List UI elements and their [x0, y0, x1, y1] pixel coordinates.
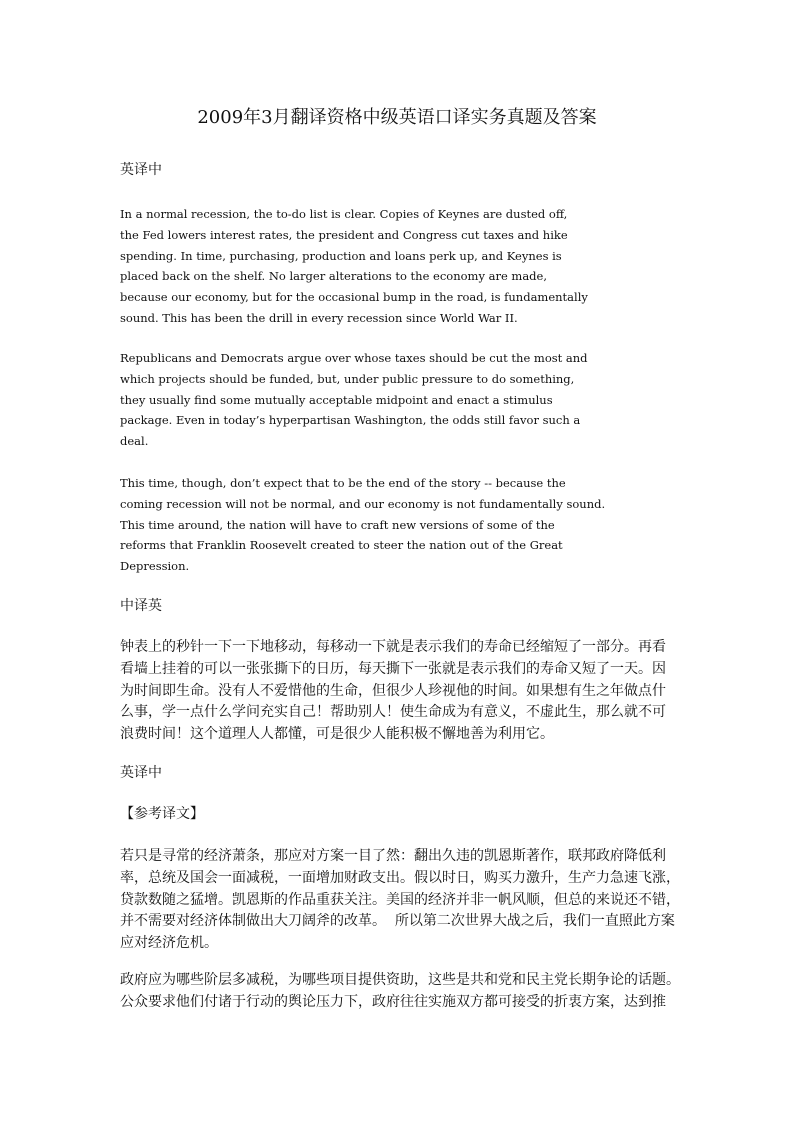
english-paragraph-2: Republicans and Democrats argue over whose taxes should be cut the most and which projects should be funded, but, under public pressure to do something, they usually find some mutually acceptable midpoint and enact a stimulus package. Even in today’s hyperpartisan Washington, the odds still favor such a deal. — [120, 351, 588, 449]
english-paragraph-3: This time, though, don’t expect that to be the end of the story -- because the coming recession will not be normal, and our economy is not fundamentally sound. This time around, the nation will have to craft new versions of some of the reforms that Franklin Roosevelt created to steer the nation out of the Great Depression. — [120, 476, 606, 574]
chinese-source-paragraph: 钟表上的秒针一下一下地移动，每移动一下就是表示我们的寿命已经缩短了一部分。再看 看墙上挂着的可以一张张撕下的日历，每天撕下一张就是表示我们的寿命又短了一天。因 为时间即生命。没有人不爱惜他的生命，但很少人珍视他的时间。如果想有生之年做点什 么事，学一点什么学问充实自己！帮助别人！使生命成为有意义，不虚此生，那么就不可 浪费时间！这个道理人人都懂，可是很少人能积极不懈地善为利用它。 — [120, 639, 666, 743]
document-title: 2009年3月翻译资格中级英语口译实务真题及答案 — [197, 107, 597, 128]
section-heading-en-to-zh-answer: 英译中 — [120, 765, 162, 781]
reference-translation-heading: 【参考译文】 — [120, 806, 204, 822]
answer-paragraph-1: 若只是寻常的经济萧条，那应对方案一目了然：翻出久违的凯恩斯著作，联邦政府降低利 率，总统及国会一面减税，一面增加财政支出。假以时日，购买力激升，生产力急速飞涨， 贷款数随之猛增。凯恩斯的作品重获关注。美国的经济并非一帆风顺，但总的来说还不错， 并不需要对经济体制做出大刀阔斧的改革。 所以第二次世界大战之后，我们一直照此方案 应对经济危机。 — [120, 848, 680, 952]
section-heading-en-to-zh: 英译中 — [120, 162, 162, 178]
section-heading-zh-to-en: 中译英 — [120, 598, 162, 614]
answer-paragraph-2: 政府应为哪些阶层多减税，为哪些项目提供资助，这些是共和党和民主党长期争论的话题。 公众要求他们付诸于行动的舆论压力下，政府往往实施双方都可接受的折衷方案，达到推 — [120, 972, 680, 1010]
english-paragraph-1: In a normal recession, the to-do list is clear. Copies of Keynes are dusted off, the Fed lowers interest rates, the president and Congress cut taxes and hike spending. In time, purchasing, production and loans perk up, and Keynes is placed back on the shelf. No larger alterations to the economy are made, because our economy, but for the occasional bump in the road, is fundamentally sound. This has been the drill in every recession since World War II. — [120, 207, 588, 325]
